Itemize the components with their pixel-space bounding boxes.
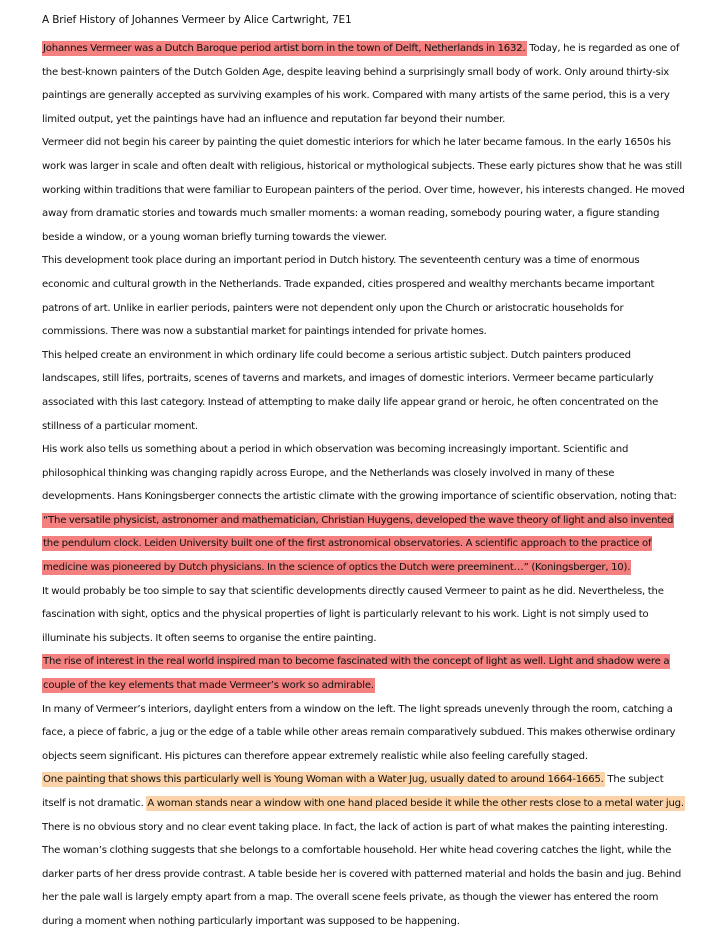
highlighted-text-red: Johannes Vermeer was a Dutch Baroque period artist born in the town of Delft, Netherlands in 1632. — [43, 43, 526, 54]
body-text: This development took place during an important period in Dutch history. The seventeenth century was a time of enormous economic and cultural growth in the Netherlands. Trade expanded, cities prospered and wealthy merchants became important patrons of art. Unlike in earlier periods, painters were not dependent only upon the Church or aristocratic households for commissions. There was now a substantial market for paintings intended for private homes. — [42, 255, 655, 338]
body-text: There is no obvious story and no clear event taking place. In fact, the lack of action is part of what makes the painting interesting. — [42, 821, 668, 833]
body-text: Today, he is regarded as one of the best-known painters of the Dutch Golden Age, despite leaving behind a surprisingly small body of work. Only around thirty-six paintings are generally accepted as surviving examples of his work. Compared with many artists of the same period, this is a very limited output, yet the paintings have had an influence and reputation far beyond their number. — [42, 43, 680, 125]
paragraph — [42, 37, 686, 131]
paragraph — [42, 438, 686, 509]
paragraph — [42, 650, 686, 697]
paragraph — [42, 839, 686, 933]
highlighted-text-orange: A woman stands near a window with one hand placed beside it while the other rests close to a metal water jug. — [147, 798, 684, 809]
highlighted-text-red: “The versatile physicist, astronomer and mathematician, Christian Huygens, developed the wave theory of light and also invented the pendulum clock. Leiden University built one of the first astronomical observatories. A scientific approach to the practice of medicine was pioneered by Dutch physicians. In the science of optics the Dutch were preeminent…” (Koningsberger, 10). — [43, 514, 674, 574]
body-text: It would probably be too simple to say that scientific developments directly caused Vermeer to paint as he did. Nevertheless, the fascination with sight, optics and the physical properties of light is particularly relevant to his work. Light is not simply used to illuminate his subjects. It often seems to organise the entire painting. — [42, 585, 664, 644]
document-body — [42, 37, 686, 934]
paragraph — [42, 249, 686, 343]
body-text: In many of Vermeer’s interiors, daylight enters from a window on the left. The light spreads unevenly through the room, catching a face, a piece of fabric, a jug or the edge of a table while other areas remain comparatively subdued. This makes otherwise ordinary objects seem significant. His pictures can therefore appear extremely realistic while also feeling carefully staged. — [42, 703, 676, 762]
body-text: This helped create an environment in which ordinary life could become a serious artistic subject. Dutch painters produced landscapes, still lifes, portraits, scenes of taverns and markets, and images of domestic interiors. Vermeer became particularly associated with this last category. Instead of attempting to make daily life appear grand or heroic, he often concentrated on the stillness of a particular moment. — [42, 349, 659, 432]
document-title: A Brief History of Johannes Vermeer by Alice Cartwright, 7E1 — [42, 14, 352, 26]
body-text: The subject itself is not dramatic. — [42, 774, 664, 809]
paragraph — [42, 580, 686, 651]
paragraph — [42, 698, 686, 769]
paragraph — [42, 768, 686, 839]
paragraph — [42, 344, 686, 438]
body-text: His work also tells us something about a period in which observation was becoming increasingly important. Scientific and philosophical thinking was changing rapidly across Europe, and the Netherlands was closely involved in many of these developments. Hans Koningsberger connects the artistic climate with the growing importance of scientific observation, noting that: — [42, 444, 677, 503]
paragraph — [42, 131, 686, 249]
body-text: The woman’s clothing suggests that she belongs to a comfortable household. Her white head covering catches the light, while the darker parts of her dress provide contrast. A table beside her is covered with patterned material and holds the basin and jug. Behind her the pale wall is largely empty apart from a map. The overall scene feels private, as though the viewer has entered the room during a moment when nothing particularly important was supposed to be happening. — [42, 845, 682, 927]
highlighted-text-orange: One painting that shows this particularly well is Young Woman with a Water Jug, usually dated to around 1664-1665. — [43, 774, 604, 786]
highlighted-text-red: The rise of interest in the real world inspired man to become fascinated with the concept of light as well. Light and shadow were a couple of the key elements that made Vermeer’s work so admirable. — [43, 656, 670, 692]
body-text: Vermeer did not begin his career by painting the quiet domestic interiors for which he later became famous. In the early 1650s his work was larger in scale and often dealt with religious, historical or mythological subjects. These early pictures show that he was still working within traditions that were familiar to European painters of the period. Over time, however, his interests changed. He moved away from dramatic stories and towards much smaller moments: a woman reading, somebody pouring water, a figure standing beside a window, or a young woman briefly turning towards the viewer. — [42, 137, 685, 243]
paragraph — [42, 509, 686, 580]
